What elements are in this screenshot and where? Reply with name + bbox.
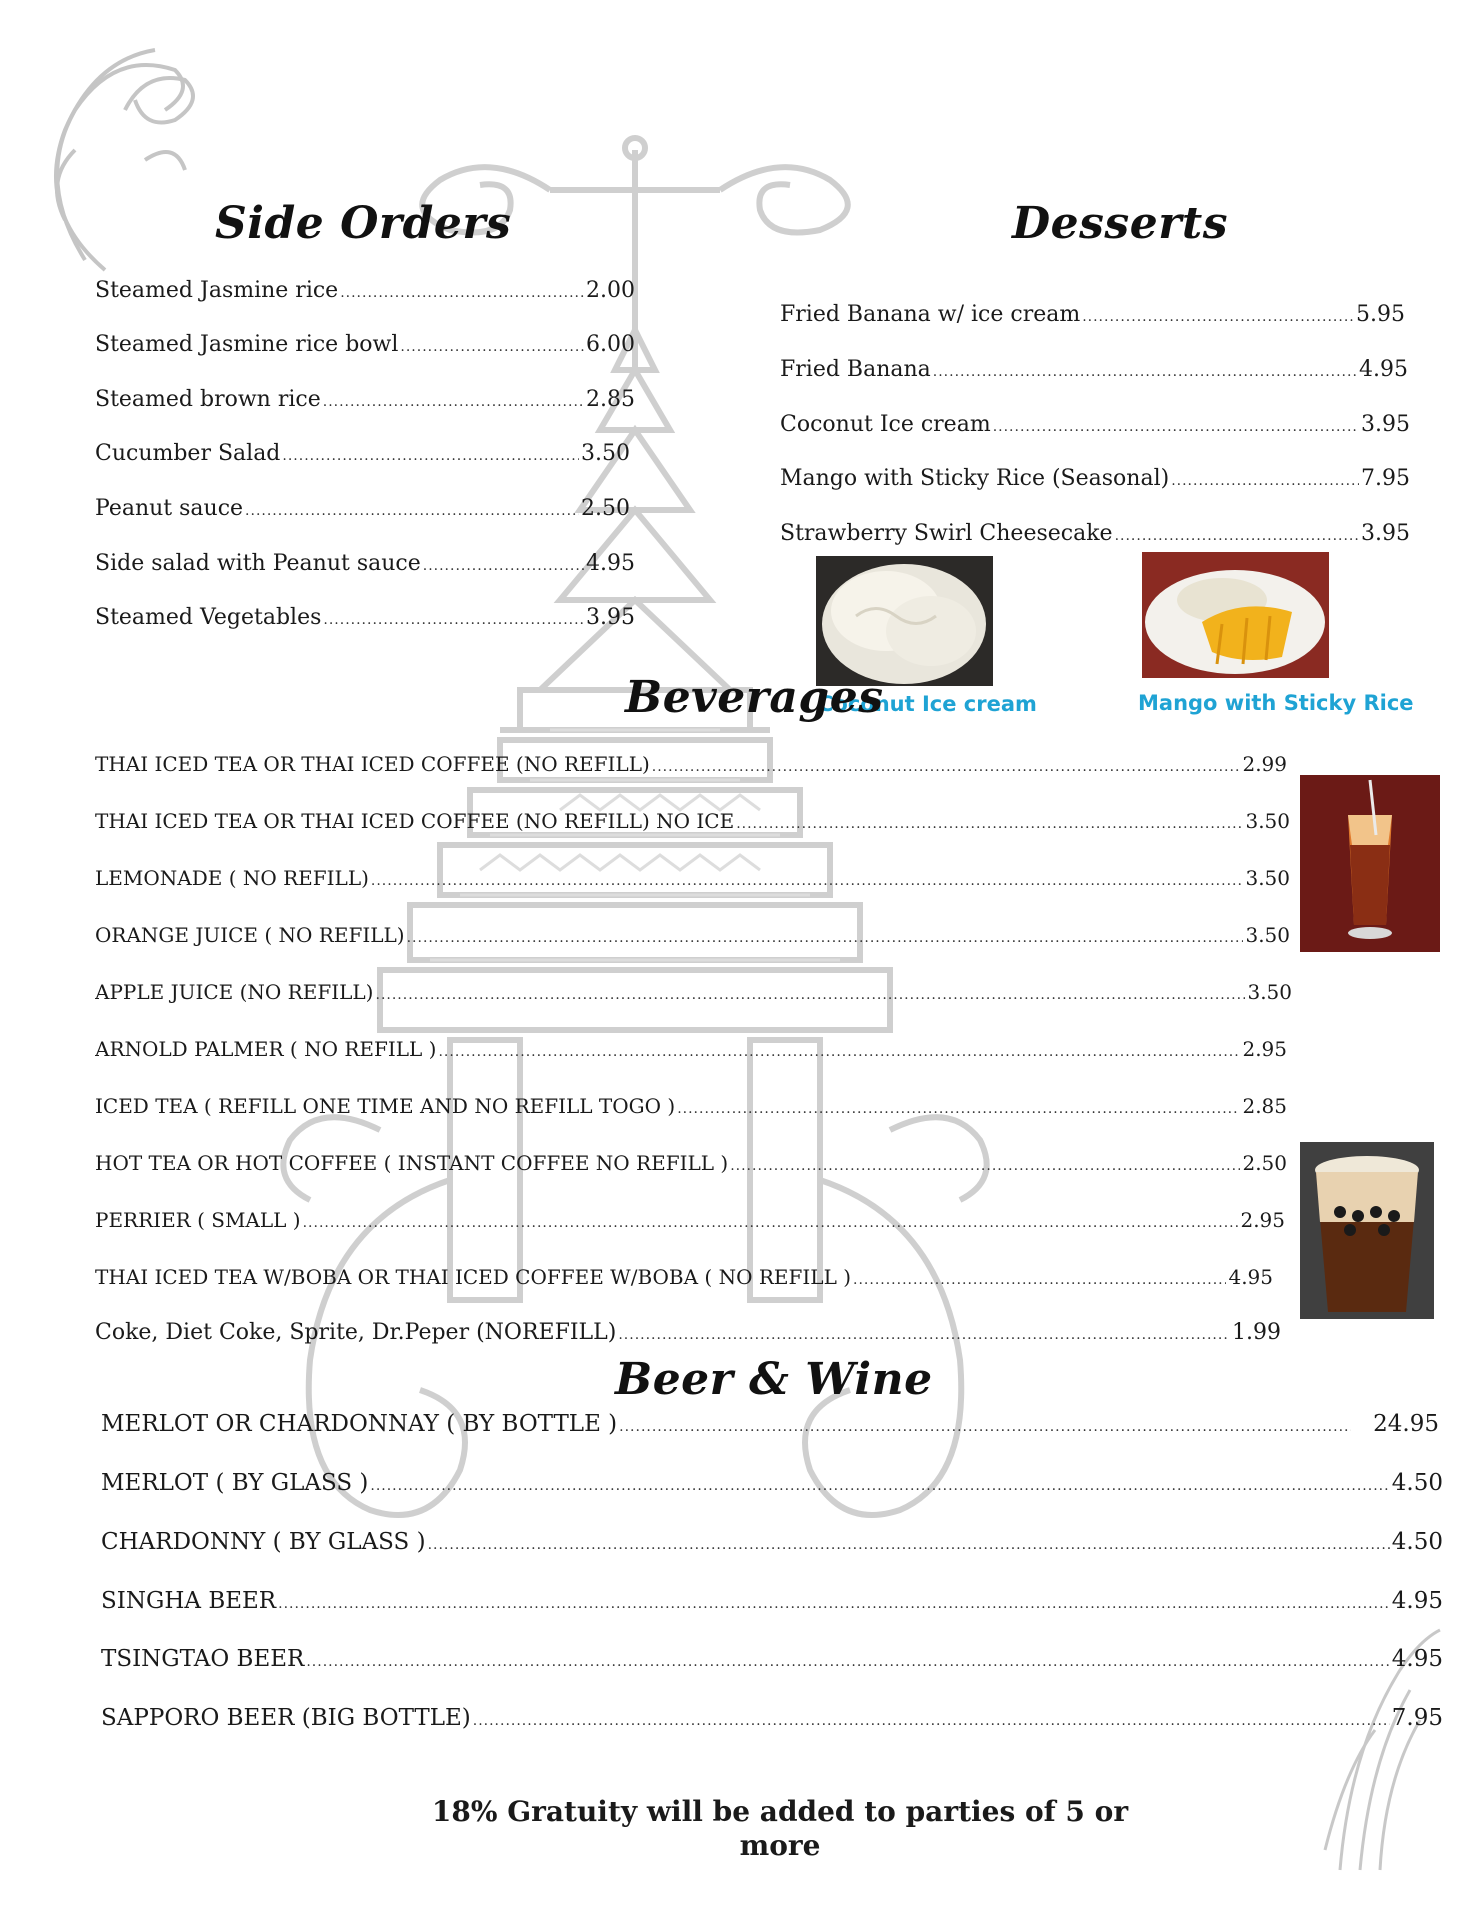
gratuity-note-line2: more	[739, 1829, 821, 1862]
coconut-ice-cream-caption: Coconut Ice cream	[818, 692, 1037, 716]
beverages-title: Beverages	[625, 672, 884, 723]
thai-iced-tea-photo	[1300, 775, 1440, 952]
list-item: CHARDONNY ( BY GLASS ) ..... 4.50	[101, 1529, 1443, 1555]
list-item: Coconut Ice cream ..... 3.95	[780, 412, 1410, 437]
list-item: Fried Banana w/ ice cream ..... 5.95	[780, 302, 1405, 327]
list-item: PERRIER ( SMALL ) ..... 2.95	[95, 1208, 1285, 1232]
list-item: ICED TEA ( REFILL ONE TIME AND NO REFILL TOGO ) ..... 2.85	[95, 1094, 1287, 1118]
beer-wine-title: Beer & Wine	[615, 1354, 933, 1405]
list-item: APPLE JUICE (NO REFILL) ..... 3.50	[95, 980, 1292, 1004]
list-item: ARNOLD PALMER ( NO REFILL ) ..... 2.95	[95, 1037, 1287, 1061]
desserts-title: Desserts	[1012, 198, 1228, 249]
list-item: LEMONADE ( NO REFILL) ..... 3.50	[95, 866, 1290, 890]
list-item: TSINGTAO BEER ..... 4.95	[101, 1646, 1443, 1672]
list-item: Side salad with Peanut sauce ..... 4.95	[95, 551, 635, 576]
list-item: ORANGE JUICE ( NO REFILL) ..... 3.50	[95, 923, 1290, 947]
list-item: Fried Banana ..... 4.95	[780, 357, 1408, 382]
list-item: Steamed brown rice ..... 2.85	[95, 387, 635, 412]
side-orders-title: Side Orders	[215, 198, 512, 249]
list-item: Steamed Jasmine rice ..... 2.00	[95, 278, 635, 303]
mango-sticky-rice-photo	[1142, 552, 1329, 678]
list-item: Steamed Vegetables ..... 3.95	[95, 605, 635, 630]
boba-tea-photo	[1300, 1142, 1434, 1319]
list-item: THAI ICED TEA W/BOBA OR THAI ICED COFFEE W/BOBA ( NO REFILL ) ..... 4.95	[95, 1265, 1273, 1289]
list-item: MERLOT ( BY GLASS ) ..... 4.50	[101, 1470, 1443, 1496]
list-item: Coke, Diet Coke, Sprite, Dr.Peper (NOREFILL) ..... 1.99	[95, 1320, 1281, 1345]
list-item: THAI ICED TEA OR THAI ICED COFFEE (NO REFILL) ..... 2.99	[95, 752, 1287, 776]
list-item: SINGHA BEER ..... 4.95	[101, 1588, 1443, 1614]
list-item: HOT TEA OR HOT COFFEE ( INSTANT COFFEE NO REFILL ) ..... 2.50	[95, 1151, 1287, 1175]
list-item: SAPPORO BEER (BIG BOTTLE) ..... 7.95	[101, 1705, 1443, 1731]
top-left-swirl-ornament	[25, 20, 205, 280]
list-item: THAI ICED TEA OR THAI ICED COFFEE (NO REFILL) NO ICE ..... 3.50	[95, 809, 1290, 833]
list-item: MERLOT OR CHARDONNAY ( BY BOTTLE ) ..... 24.95	[101, 1411, 1439, 1437]
list-item: Peanut sauce ..... 2.50	[95, 496, 630, 521]
coconut-ice-cream-photo	[816, 556, 993, 686]
mango-sticky-rice-caption: Mango with Sticky Rice	[1138, 691, 1414, 715]
list-item: Strawberry Swirl Cheesecake ..... 3.95	[780, 521, 1410, 546]
list-item: Steamed Jasmine rice bowl ..... 6.00	[95, 332, 635, 357]
list-item: Mango with Sticky Rice (Seasonal) ..... 7.95	[780, 466, 1410, 491]
gratuity-note	[400, 1795, 1160, 1863]
list-item: Cucumber Salad ..... 3.50	[95, 441, 630, 466]
gratuity-note-line1: 18% Gratuity will be added to parties of 5 or	[431, 1795, 1129, 1828]
